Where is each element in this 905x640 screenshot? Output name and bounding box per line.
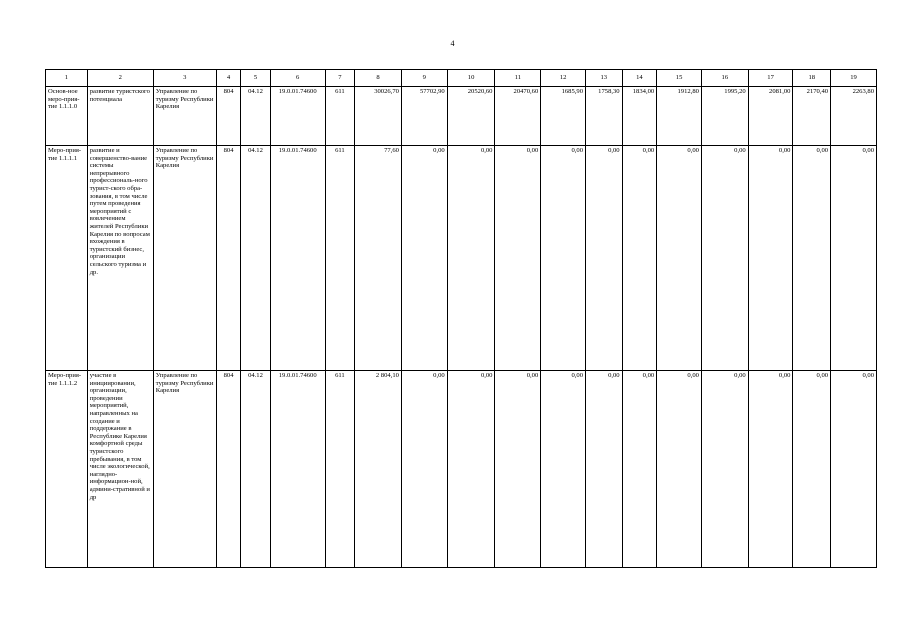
cell: 30026,70 [355, 87, 402, 146]
cell: 20470,60 [495, 87, 541, 146]
cell: 77,60 [355, 146, 402, 371]
col-header: 13 [586, 70, 623, 87]
activity-code: Меро-прия-тие 1.1.1.2 [46, 371, 88, 568]
budget-table [45, 69, 877, 568]
cell: 0,00 [657, 146, 702, 371]
cell: 611 [325, 371, 354, 568]
cell: 0,00 [831, 371, 877, 568]
table-row [46, 371, 877, 568]
cell: 1912,80 [657, 87, 702, 146]
cell: 0,00 [586, 371, 623, 568]
cell: 0,00 [586, 146, 623, 371]
activity-name: развитие туристского потенциала [87, 87, 153, 146]
col-header: 17 [748, 70, 793, 87]
cell: 57702,90 [401, 87, 447, 146]
cell: 0,00 [541, 371, 586, 568]
cell: 19.0.01.74600 [270, 371, 325, 568]
col-header: 5 [241, 70, 270, 87]
cell: 0,00 [701, 146, 748, 371]
col-header: 2 [87, 70, 153, 87]
table-row [46, 146, 877, 371]
col-header: 7 [325, 70, 354, 87]
cell: 804 [216, 146, 240, 371]
cell: 0,00 [541, 146, 586, 371]
cell: 804 [216, 371, 240, 568]
cell: 0,00 [622, 371, 657, 568]
executor: Управление по туризму Республики Карелия [153, 87, 216, 146]
activity-code: Меро-прия-тие 1.1.1.1 [46, 146, 88, 371]
cell: 0,00 [401, 146, 447, 371]
col-header: 19 [831, 70, 877, 87]
col-header: 16 [701, 70, 748, 87]
page-number: 4 [450, 39, 455, 48]
col-header: 12 [541, 70, 586, 87]
cell: 0,00 [447, 146, 495, 371]
cell: 19.0.01.74600 [270, 146, 325, 371]
cell: 0,00 [495, 371, 541, 568]
cell: 1834,00 [622, 87, 657, 146]
cell: 2170,40 [793, 87, 831, 146]
cell: 1685,90 [541, 87, 586, 146]
col-header: 1 [46, 70, 88, 87]
col-header: 15 [657, 70, 702, 87]
cell: 04.12 [241, 87, 270, 146]
col-header: 4 [216, 70, 240, 87]
col-header: 9 [401, 70, 447, 87]
col-header: 10 [447, 70, 495, 87]
cell: 804 [216, 87, 240, 146]
table-row [46, 87, 877, 146]
col-header: 3 [153, 70, 216, 87]
executor: Управление по туризму Республики Карелия [153, 371, 216, 568]
cell: 0,00 [701, 371, 748, 568]
cell: 0,00 [793, 146, 831, 371]
header-row [46, 70, 877, 87]
cell: 0,00 [622, 146, 657, 371]
cell: 1758,30 [586, 87, 623, 146]
cell: 20520,60 [447, 87, 495, 146]
col-header: 6 [270, 70, 325, 87]
executor: Управление по туризму Республики Карелия [153, 146, 216, 371]
col-header: 11 [495, 70, 541, 87]
cell: 1995,20 [701, 87, 748, 146]
cell: 0,00 [793, 371, 831, 568]
cell: 19.0.01.74600 [270, 87, 325, 146]
cell: 2263,80 [831, 87, 877, 146]
cell: 0,00 [831, 146, 877, 371]
col-header: 18 [793, 70, 831, 87]
activity-code: Основ-ное меро-прия-тие 1.1.1.0 [46, 87, 88, 146]
activity-name: участие в инициировании, организации, проведении мероприятий, направленных на создание и поддержание в Республике Карелия комфортной среды туристского пребывания, в том числе экологической, наглядно-информацион-ной, админи-стративной и др [87, 371, 153, 568]
col-header: 14 [622, 70, 657, 87]
col-header: 8 [355, 70, 402, 87]
cell: 0,00 [495, 146, 541, 371]
cell: 2 804,10 [355, 371, 402, 568]
cell: 04.12 [241, 371, 270, 568]
cell: 611 [325, 87, 354, 146]
cell: 0,00 [447, 371, 495, 568]
cell: 2081,00 [748, 87, 793, 146]
cell: 0,00 [401, 371, 447, 568]
cell: 0,00 [748, 371, 793, 568]
cell: 04.12 [241, 146, 270, 371]
activity-name: развитие и совершенство-вание системы непрерывного профессиональ-ного турист-ского обра-зования, в том числе путем проведения мероприятий с вовлечением жителей Республики Карелия по вопросам вхождения в туристский бизнес, организации сельского туризма и др. [87, 146, 153, 371]
cell: 0,00 [748, 146, 793, 371]
cell: 611 [325, 146, 354, 371]
cell: 0,00 [657, 371, 702, 568]
